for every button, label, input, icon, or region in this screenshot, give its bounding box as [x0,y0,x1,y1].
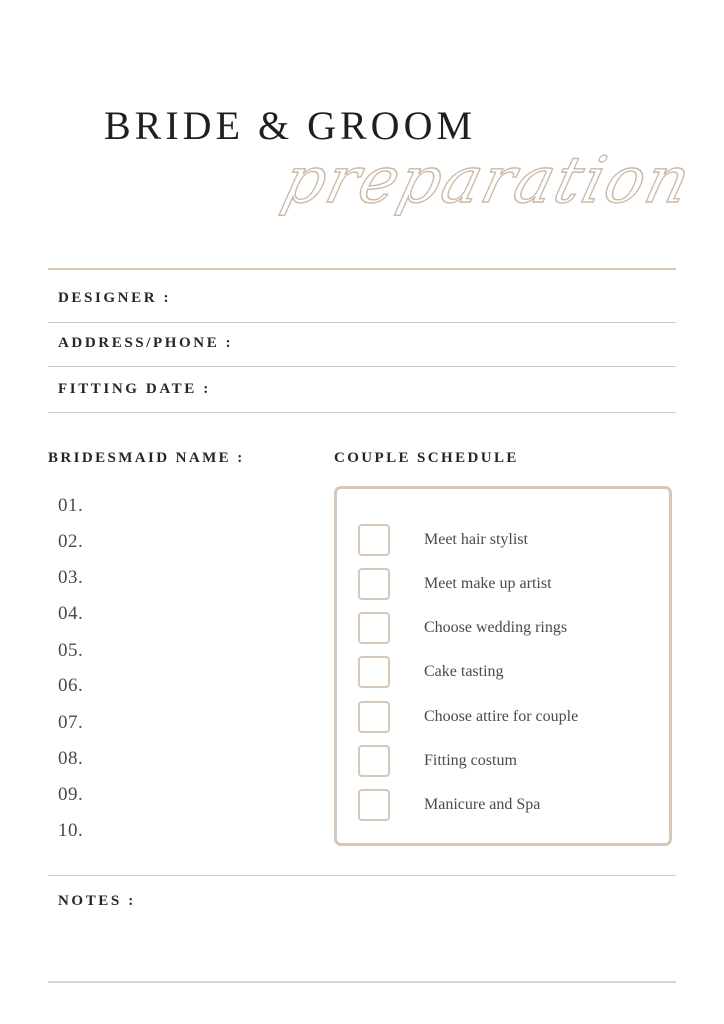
fitting-date-label: FITTING DATE : [58,381,211,397]
bridesmaid-number: 02. [58,531,84,552]
bridesmaid-number: 06. [58,675,84,696]
designer-line [48,322,676,323]
schedule-checkbox[interactable] [358,568,390,600]
schedule-item [358,523,528,557]
schedule-item-label: Meet hair stylist [424,531,528,548]
schedule-checkbox[interactable] [358,612,390,644]
bridesmaid-number: 03. [58,567,84,588]
schedule-item [358,567,552,601]
bridesmaid-number: 05. [58,640,84,661]
bridesmaid-number: 01. [58,495,84,516]
schedule-item [358,744,517,778]
bridesmaid-name-label: BRIDESMAID NAME : [48,450,245,466]
address-phone-label: ADDRESS/PHONE : [58,335,234,351]
schedule-checkbox[interactable] [358,745,390,777]
schedule-checkbox[interactable] [358,524,390,556]
schedule-item-label: Fitting costum [424,752,517,769]
bridesmaid-number: 10. [58,820,84,841]
header-divider [48,268,676,270]
bridesmaid-number: 08. [58,748,84,769]
preparation-script-heading [275,140,700,240]
schedule-item [358,655,504,689]
schedule-item [358,788,540,822]
schedule-item [358,700,578,734]
schedule-item-label: Choose attire for couple [424,708,579,725]
bridesmaid-number: 07. [58,712,84,733]
designer-label: DESIGNER : [58,290,172,306]
address-phone-line [48,366,676,367]
notes-label: NOTES : [58,893,136,909]
svg-text:preparation: preparation [275,143,700,218]
schedule-item-label: Meet make up artist [424,575,552,592]
schedule-item [358,611,567,645]
schedule-checkbox[interactable] [358,656,390,688]
bridesmaid-number: 04. [58,603,84,624]
bridesmaid-number: 09. [58,784,84,805]
footer-divider [48,981,676,983]
schedule-item-label: Cake tasting [424,663,504,680]
notes-divider [48,875,676,876]
schedule-checkbox[interactable] [358,789,390,821]
schedule-item-label: Manicure and Spa [424,796,541,813]
fitting-date-line [48,412,676,413]
page-title: BRIDE & GROOM [104,103,477,148]
couple-schedule-label: COUPLE SCHEDULE [334,450,519,466]
schedule-checkbox[interactable] [358,701,390,733]
schedule-item-label: Choose wedding rings [424,619,568,636]
